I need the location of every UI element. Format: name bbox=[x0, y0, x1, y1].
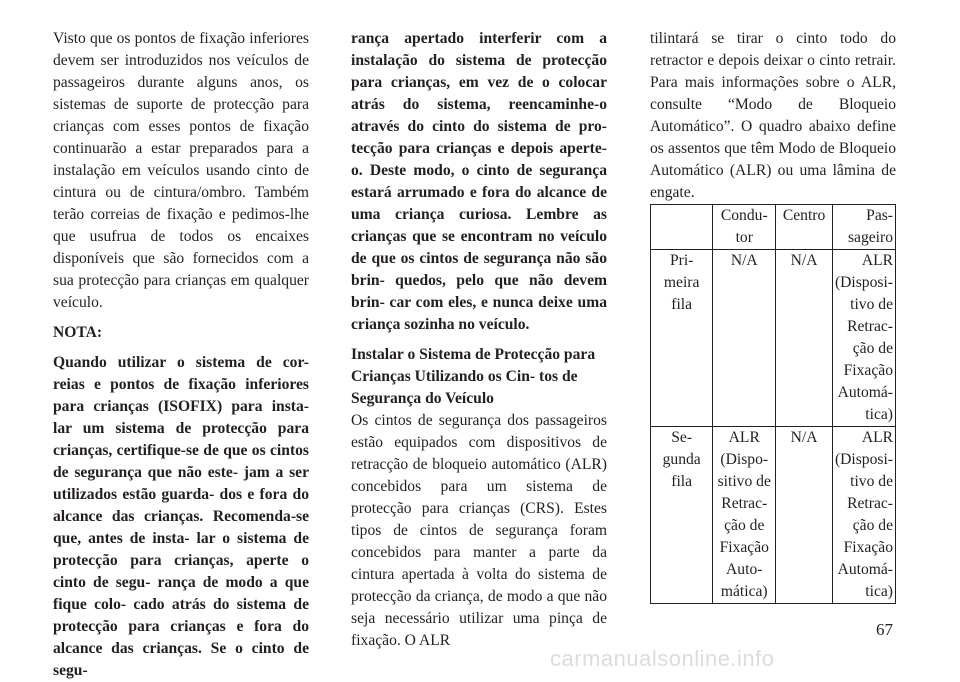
right-column bbox=[650, 28, 896, 604]
table-row bbox=[651, 427, 896, 604]
watermark: carmanualsonline.info bbox=[550, 646, 775, 671]
table-cell: N/A bbox=[776, 250, 833, 427]
middle-column bbox=[351, 28, 607, 652]
left-column bbox=[53, 28, 309, 682]
table-cell: N/A bbox=[776, 427, 833, 604]
table-header-cell: Condu- tor bbox=[713, 205, 776, 250]
table-cell: ALR (Disposi- tivo de Retrac- ção de Fixação Automá- tica) bbox=[832, 427, 895, 604]
note-continued: rança apertado interferir com a instalação do sistema de protecção para crianças, em vez de o colocar atrás do sistema, reencaminhe-o através do cinto do sistema de pro- tecção para crianças e depois aperte-o. Deste modo, o cinto de segurança estará arrumado e fora do alcance de uma criança curiosa. Lembre as crianças que se encontram no veículo de que os cintos de segurança não são brin- quedos, pelo que não devem brin- car com eles, e nunca deixe uma criança sozinha no veículo. bbox=[351, 30, 607, 333]
right-body: tilintará se tirar o cinto todo do retractor e depois deixar o cinto retrair. Para mais informações sobre o ALR, consulte “Modo de Bloqueio Automático”. O quadro abaixo define os assentos que têm Modo de Bloqueio Automático (ALR) ou uma lâmina de engate. bbox=[650, 30, 896, 201]
section-heading: Instalar o Sistema de Protecção para Crianças Utilizando os Cin- tos de Segurança do Veículo bbox=[351, 346, 596, 407]
alr-seat-table bbox=[650, 204, 896, 604]
table-row bbox=[651, 250, 896, 427]
note-text: Quando utilizar o sistema de cor- reias e pontos de fixação inferiores para crianças (ISOFIX) para insta- lar um sistema de protecção para crianças, certifique-se de que os cintos de segurança que não este- jam a ser utilizados estão guarda- dos e fora do alcance das crianças. Recomenda-se que, antes de insta- lar o sistema de protecção para crianças, aperte o cinto de segu- rança de modo a que fique colo- cado atrás do sistema de protecção para crianças e fora do alcance das crianças. Se o cinto de segu- bbox=[53, 354, 309, 679]
page-number: 67 bbox=[876, 620, 893, 639]
row-label: Se- gunda fila bbox=[651, 427, 713, 604]
table-header-cell: Pas- sageiro bbox=[832, 205, 895, 250]
table-cell: ALR (Disposi- tivo de Retrac- ção de Fixação Automá- tica) bbox=[832, 250, 895, 427]
table-cell: N/A bbox=[713, 250, 776, 427]
row-label: Pri- meira fila bbox=[651, 250, 713, 427]
note-label: NOTA: bbox=[53, 324, 103, 341]
table-header-cell bbox=[651, 205, 713, 250]
table-header-row bbox=[651, 205, 896, 250]
intro-paragraph: Visto que os pontos de fixação inferiores devem ser introduzidos nos veículos de passageiros durante alguns anos, os sistemas de suporte de protecção para crianças com esses pontos de fixação continuarão a estar preparados para a instalação em veículos usando cinto de cintura ou de cintura/ombro. Também terão correias de fixação e pedimos-lhe que usufrua de todos os encaixes disponíveis que são fornecidos com a sua protecção para crianças em qualquer veículo. bbox=[53, 30, 309, 311]
table-cell: ALR (Dispo- sitivo de Retrac- ção de Fixação Auto- mática) bbox=[713, 427, 776, 604]
table-header-cell: Centro bbox=[776, 205, 833, 250]
section-body: Os cintos de segurança dos passageiros estão equipados com dispositivos de retracção de bloqueio automático (ALR) concebidos para um sistema de protecção para crianças (CRS). Estes tipos de cintos de segurança foram concebidos para manter a parte da cintura apertada à volta do sistema de protecção da criança, de modo a que não seja necessário utilizar uma pinça de fixação. O ALR bbox=[351, 412, 607, 649]
